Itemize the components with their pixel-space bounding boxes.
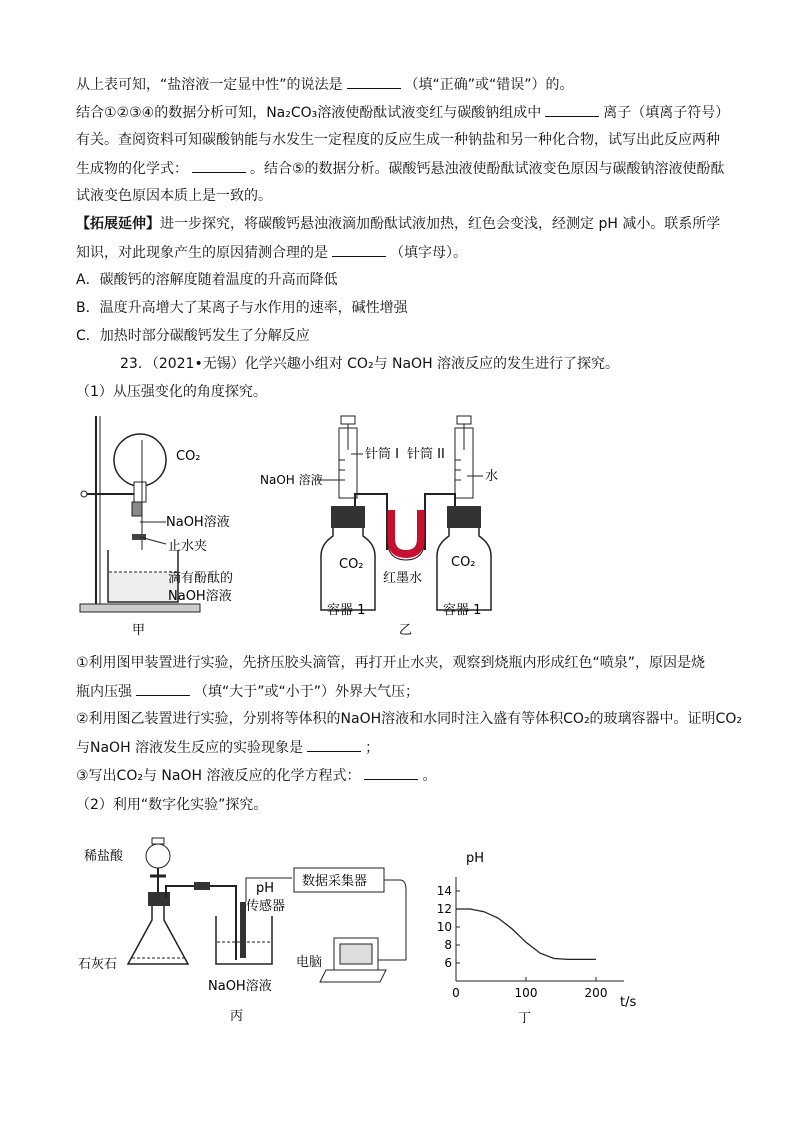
caption-jia: 甲: [132, 623, 146, 638]
label-ph: pH: [256, 881, 275, 896]
x-axis-label: t/s: [620, 995, 637, 1010]
ph-curve: [456, 909, 596, 959]
text-line-7: [76, 242, 467, 263]
label-syringe-2: 针筒 II: [407, 447, 445, 462]
option-c: C．加热时部分碳酸钙发生了分解反应: [76, 328, 310, 344]
answer-blank: [136, 681, 190, 696]
label-naoh: NaOH溶液: [208, 979, 272, 994]
label-naoh: NaOH溶液: [166, 515, 230, 530]
text-span: 。: [422, 768, 437, 784]
label-syringe-1: 针筒 I: [365, 447, 399, 462]
label-beaker-2: NaOH溶液: [168, 589, 232, 604]
text-span: （填字母）。: [390, 245, 467, 261]
figure-bing: [76, 830, 416, 1030]
label-acid: 稀盐酸: [84, 849, 124, 864]
label-co2: CO₂: [176, 449, 201, 464]
y-tick-label: 12: [436, 902, 452, 916]
sub-question-2-cont: [76, 737, 379, 758]
text-span: 。结合⑤的数据分析。碳酸钙悬浊液使酚酞试液变色原因与碳酸钠溶液使酚酞: [250, 161, 725, 177]
label-computer: 电脑: [296, 955, 323, 970]
text-span: 进一步探究，将碳酸钙悬浊液滴加酚酞试液加热，红色会变浅，经测定 pH 减小。联系所学: [160, 216, 721, 232]
text-line-1: [76, 74, 574, 95]
text-span: ；: [365, 740, 380, 756]
text-line-5: 试液变色原因本质上是一致的。: [76, 188, 272, 204]
label-sensor: 传感器: [246, 899, 286, 914]
part-2-heading: （2）利用“数字化实验”探究。: [76, 797, 268, 813]
text-span: 生成物的化学式：: [76, 161, 188, 177]
label-red-ink: 红墨水: [383, 571, 423, 586]
label-container-left: 容器 1: [327, 603, 366, 618]
label-water: 水: [485, 469, 499, 484]
label-beaker-1: 滴有酚酞的: [168, 571, 234, 586]
caption-bing: 丙: [230, 1009, 244, 1024]
answer-blank: [192, 158, 246, 173]
text-span: 知识，对此现象产生的原因猜测合理的是: [76, 245, 328, 261]
x-tick-label: 200: [584, 986, 608, 1000]
text-span: （填“大于”或“小于”）外界大气压；: [194, 684, 420, 700]
sub-question-2: ②利用图乙装置进行实验，分别将等体积的NaOH溶液和水同时注入盛有等体积CO₂的玻璃容器中。证明CO₂: [76, 711, 742, 727]
option-b: B．温度升高增大了某离子与水作用的速率，碱性增强: [76, 300, 408, 316]
text-span: ③写出CO₂与 NaOH 溶液反应的化学方程式：: [76, 768, 361, 784]
label-co2-left: CO₂: [339, 557, 364, 572]
x-tick-label: 100: [514, 986, 538, 1000]
option-a: A．碳酸钙的溶解度随着温度的升高而降低: [76, 272, 338, 288]
label-naoh: NaOH 溶液: [260, 473, 323, 487]
figure-jia: [70, 410, 260, 642]
text-span: 瓶内压强: [76, 684, 132, 700]
y-tick-label: 8: [444, 938, 452, 952]
text-span: 离子（填离子符号）: [603, 105, 730, 121]
text-line-3: 有关。查阅资料可知碳酸钠能与水发生一定程度的反应生成一种钠盐和另一种化合物，试写出此反应两种: [76, 132, 720, 148]
caption-ding: 丁: [518, 1011, 532, 1026]
label-clamp: 止水夹: [168, 539, 208, 554]
figure-ding-chart: [420, 840, 660, 1030]
text-span: 结合①②③④的数据分析可知，Na₂CO₃溶液使酚酞试液变红与碳酸钠组成中: [76, 105, 542, 121]
text-line-4: [76, 158, 725, 179]
label-co2-right: CO₂: [451, 555, 476, 570]
question-23: 23．（2021•无锡）化学兴趣小组对 CO₂与 NaOH 溶液反应的发生进行了探究。: [120, 356, 620, 372]
text-span: 与NaOH 溶液发生反应的实验现象是: [76, 740, 304, 756]
text-line-2: [76, 102, 729, 123]
text-span: 从上表可知，“盐溶液一定显中性”的说法是: [76, 77, 343, 93]
label-limestone: 石灰石: [78, 957, 118, 972]
answer-blank: [307, 737, 361, 752]
answer-blank: [347, 74, 401, 89]
caption-yi: 乙: [399, 623, 413, 638]
x-tick-label: 0: [452, 986, 460, 1000]
sub-question-1-cont: [76, 681, 419, 702]
answer-blank: [364, 765, 418, 780]
answer-blank: [545, 102, 599, 117]
text-line-6: [76, 214, 720, 234]
y-tick-label: 14: [436, 884, 452, 898]
y-tick-label: 6: [444, 956, 452, 970]
section-heading: 【拓展延伸】: [76, 216, 160, 232]
figure-yi: [255, 410, 515, 642]
label-collector: 数据采集器: [302, 874, 368, 889]
answer-blank: [332, 242, 386, 257]
sub-question-3: [76, 765, 436, 786]
y-axis-label: pH: [466, 851, 485, 866]
y-tick-label: 10: [436, 920, 452, 934]
text-span: （填“正确”或“错误”）的。: [404, 77, 574, 93]
sub-question-1: ①利用图甲装置进行实验，先挤压胶头滴管，再打开止水夹，观察到烧瓶内形成红色“喷泉”，原因是烧: [76, 655, 706, 671]
label-container-right: 容器 1: [443, 603, 482, 618]
part-1-heading: （1）从压强变化的角度探究。: [76, 384, 267, 400]
